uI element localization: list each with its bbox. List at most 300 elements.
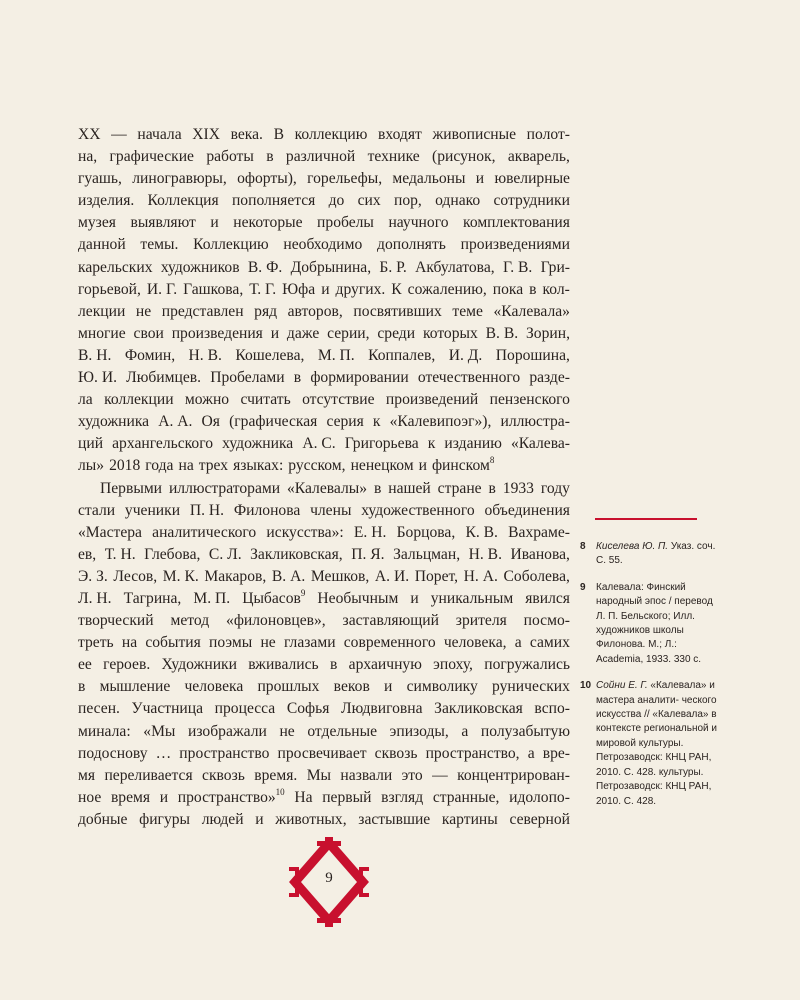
text-line xyxy=(78,257,570,279)
word: ций xyxy=(78,435,104,453)
word: произведений xyxy=(385,391,479,409)
word: гуашь, xyxy=(78,170,122,188)
word: изданию xyxy=(444,435,502,453)
word: в xyxy=(293,369,302,387)
word: Фомин, xyxy=(124,346,176,364)
word: серии, xyxy=(327,324,370,342)
word: на, xyxy=(78,148,98,166)
word: пространство, xyxy=(425,744,520,762)
text-line xyxy=(78,632,570,654)
word: В. Н. xyxy=(78,346,112,364)
word: Вахраме- xyxy=(508,523,570,541)
word: 1933 xyxy=(502,479,534,497)
word: произведения xyxy=(171,324,263,342)
word: русском, xyxy=(288,457,346,475)
word: XIX xyxy=(192,126,220,143)
word: медальоны xyxy=(392,170,466,188)
word: зрителя xyxy=(455,612,507,630)
word: художника xyxy=(78,413,150,431)
text-line xyxy=(78,544,570,566)
word: назвали xyxy=(340,766,393,784)
word: художника xyxy=(222,435,294,453)
word: Добрынина, xyxy=(290,258,372,276)
word: к xyxy=(427,435,436,453)
word: в xyxy=(329,656,338,674)
word: глазами xyxy=(283,634,336,652)
word: музея xyxy=(78,214,116,232)
word: на xyxy=(178,457,194,475)
footnote xyxy=(580,540,720,569)
word: языках: xyxy=(233,457,284,475)
text-line xyxy=(78,168,570,190)
word: и xyxy=(321,280,330,298)
word: Лесов, xyxy=(113,567,158,585)
text-line xyxy=(78,455,570,477)
word: прошлых xyxy=(257,678,320,696)
footnote-citation: «Калевала» и мастера аналити- ческого искусства // «Калевала» в контексте региональной и мировой культуры. Петрозаводск: КНЦ РАН, 2010. С. 428. культуры. Петрозаводск: КНЦ РАН, 2010. С. 428. xyxy=(596,680,717,807)
word: Ю. И. xyxy=(78,369,117,387)
word: «Калевала» xyxy=(493,302,570,320)
word: добные xyxy=(78,810,128,828)
word: В. В. xyxy=(485,324,519,342)
word: данной xyxy=(78,236,126,254)
text-line xyxy=(78,212,570,234)
word: Борцова, xyxy=(396,523,456,541)
text-line xyxy=(78,367,570,389)
word: заставляющий xyxy=(342,612,439,630)
word: кол- xyxy=(542,280,570,298)
word: а xyxy=(514,634,522,652)
word: стране xyxy=(437,479,482,497)
footnote-ref: 9 xyxy=(300,587,306,598)
word: объединения xyxy=(484,501,570,519)
word: в xyxy=(488,479,496,497)
word: Зальцман, xyxy=(393,545,461,563)
word: коллекции xyxy=(104,391,174,409)
text-line xyxy=(78,566,570,588)
word: ряд xyxy=(254,302,278,320)
word: Гашкова, xyxy=(183,280,244,298)
word: Т. Г. xyxy=(249,280,277,298)
word: и xyxy=(384,678,393,696)
footnote-text xyxy=(596,679,720,809)
word: акварель, xyxy=(507,148,570,166)
text-line xyxy=(78,433,570,455)
word: считать xyxy=(240,391,291,409)
word: в xyxy=(373,479,382,497)
word: В. Ф. xyxy=(247,258,283,276)
text-line xyxy=(78,478,570,500)
word: самих xyxy=(529,634,570,652)
word: «Мастера xyxy=(78,523,142,541)
word: «Калевалы» xyxy=(287,479,368,497)
word: можно xyxy=(184,391,230,409)
word: Л. Н. xyxy=(78,589,112,607)
word: не xyxy=(135,302,152,320)
footnote-number: 9 xyxy=(580,581,586,593)
word: ее xyxy=(78,656,92,674)
text-line xyxy=(78,279,570,301)
word: Макаров, xyxy=(204,567,267,585)
word: «Мы xyxy=(143,722,176,740)
word: С. Л. xyxy=(208,545,242,563)
footnote-author: Сойни Е. Г. xyxy=(596,680,648,692)
word: Мешков, xyxy=(310,567,370,585)
word: ев, xyxy=(78,545,97,563)
word: темы. xyxy=(140,236,179,254)
word: различной xyxy=(285,148,356,166)
word: поэмы xyxy=(209,634,253,652)
word: Мы xyxy=(306,766,332,784)
word: трех xyxy=(198,457,229,475)
word: события xyxy=(145,634,201,652)
word-with-ref xyxy=(432,455,494,477)
word: и xyxy=(418,457,427,475)
word: рунических xyxy=(492,678,570,696)
word: Б. Р. xyxy=(379,258,407,276)
word: Цыбасов xyxy=(242,589,301,607)
word: до xyxy=(328,192,345,210)
word: А. С. xyxy=(302,435,336,453)
word: — xyxy=(111,126,127,143)
footnote-number: 8 xyxy=(580,541,586,552)
word: работы xyxy=(206,148,254,166)
word: полузабытую xyxy=(480,722,570,740)
word: — xyxy=(432,766,448,784)
word: на xyxy=(121,634,138,652)
word: застывшие xyxy=(358,810,431,828)
word: а xyxy=(461,722,469,740)
word: полот- xyxy=(526,126,570,143)
word: Людвиговна xyxy=(341,700,423,718)
word: Григорьева xyxy=(344,435,419,453)
word: сотрудники xyxy=(493,192,570,210)
word: и xyxy=(270,324,280,342)
word: мя xyxy=(78,766,96,784)
word: В xyxy=(273,126,284,143)
word: к xyxy=(372,413,381,431)
word: это xyxy=(401,766,423,784)
word: Участница xyxy=(131,700,204,718)
word: пополняется xyxy=(231,192,316,210)
word: Порошина, xyxy=(495,346,570,364)
word-with-ref xyxy=(178,787,285,809)
word: пространство xyxy=(179,744,270,762)
word: художественного xyxy=(361,501,475,519)
text-line xyxy=(78,765,570,787)
footnote-number: 10 xyxy=(580,680,592,692)
footnote-citation: Калевала: Финский народный эпос / перевод Л. П. Бельского; Илл. художников школы Филонова. М.; Л.: Academia, 1933. 330 с. xyxy=(596,581,713,665)
text-line xyxy=(78,721,570,743)
word: году xyxy=(540,479,570,497)
word: … xyxy=(155,744,172,762)
text-line xyxy=(78,146,570,168)
word: нашей xyxy=(388,479,431,497)
word: сих xyxy=(357,192,381,210)
text-line xyxy=(78,234,570,256)
word: Э. З. xyxy=(78,567,108,585)
word: просвечивает xyxy=(277,744,367,762)
word: И. Г. xyxy=(146,280,178,298)
word: переливается xyxy=(104,766,193,784)
word: Оя xyxy=(201,413,220,431)
word: начала xyxy=(137,126,182,143)
footnote-author: Киселева Ю. П. xyxy=(596,541,669,552)
word: архаичную xyxy=(348,656,422,674)
word: отсутствие xyxy=(302,391,375,409)
text-line xyxy=(78,787,570,809)
word: эпоху, xyxy=(433,656,473,674)
word: художников xyxy=(160,258,240,276)
text-line xyxy=(78,411,570,433)
word: архангельского xyxy=(112,435,214,453)
word: иллюстраторами xyxy=(168,479,281,497)
word: Коппалев, xyxy=(368,346,436,364)
word: героев. xyxy=(103,656,151,674)
word: Софья xyxy=(286,700,330,718)
text-line xyxy=(78,500,570,522)
word: аналитического xyxy=(152,523,257,541)
word: пространство» xyxy=(177,788,276,806)
word: горьевой, xyxy=(78,280,141,298)
footnote xyxy=(580,679,720,809)
word: Кошелева, xyxy=(235,346,305,364)
word: Гри- xyxy=(540,258,570,276)
word: и xyxy=(475,170,485,188)
word: разде- xyxy=(529,369,570,387)
word: Н. В. xyxy=(188,346,222,364)
footnote-divider xyxy=(595,518,697,520)
word: сквозь xyxy=(202,766,245,784)
word: метод xyxy=(170,612,210,630)
word: На xyxy=(294,788,313,806)
word: серия xyxy=(326,413,364,431)
word: Пробелами xyxy=(210,369,285,387)
word: треть xyxy=(78,634,114,652)
word: первый xyxy=(322,788,372,806)
word: странные, xyxy=(432,788,500,806)
word: в xyxy=(78,678,86,696)
word: Коллекцию xyxy=(193,236,269,254)
word: искусства»: xyxy=(266,523,344,541)
word: вживались xyxy=(248,656,319,674)
text-line xyxy=(78,809,570,831)
word: карельских xyxy=(78,258,153,276)
word: «филоновцев», xyxy=(226,612,326,630)
word: отдельные xyxy=(307,722,378,740)
word: Необычным xyxy=(317,589,399,607)
word: идолопо- xyxy=(509,788,570,806)
text-line xyxy=(78,124,570,146)
word: животных, xyxy=(275,810,347,828)
word: явился xyxy=(525,589,570,607)
word: уникальным xyxy=(430,589,514,607)
word: Художники xyxy=(161,656,237,674)
text-line xyxy=(78,588,570,610)
word: и xyxy=(255,810,264,828)
text-line xyxy=(78,323,570,345)
text-line xyxy=(78,301,570,323)
word: ювелирные xyxy=(494,170,570,188)
word: лы» xyxy=(78,457,105,475)
word: лекции xyxy=(78,302,126,320)
word: дополнять xyxy=(377,236,446,254)
word: Г. В. xyxy=(502,258,533,276)
text-line xyxy=(78,190,570,212)
word: А. И. xyxy=(374,567,410,585)
word: В. А. xyxy=(271,567,306,585)
word: минала: xyxy=(78,722,131,740)
word: Т. Н. xyxy=(104,545,136,563)
word: человека xyxy=(184,678,244,696)
word: Филонова xyxy=(233,501,301,519)
word: северной xyxy=(509,810,570,828)
word: некоторые xyxy=(233,214,303,232)
word: свои xyxy=(133,324,164,342)
word: взгляд xyxy=(381,788,424,806)
text-line xyxy=(78,654,570,676)
word: пробелы xyxy=(317,214,374,232)
word: члены xyxy=(310,501,352,519)
footnote-ref: 8 xyxy=(489,455,495,466)
main-text xyxy=(78,124,570,831)
word: И. Д. xyxy=(448,346,483,364)
footnote-ref: 10 xyxy=(275,786,285,797)
word: не xyxy=(279,722,295,740)
word: многие xyxy=(78,324,126,342)
word: М. П. xyxy=(193,589,231,607)
word: Е. Н. xyxy=(353,523,387,541)
page-number: 9 xyxy=(325,870,333,886)
word: Закликовская, xyxy=(250,545,343,563)
word: ненецком xyxy=(350,457,414,475)
word: года xyxy=(145,457,174,475)
word: представлен xyxy=(161,302,244,320)
word: М. К. xyxy=(162,567,199,585)
word: века. xyxy=(230,126,263,143)
word: стали xyxy=(78,501,116,519)
word: (графическая xyxy=(229,413,318,431)
word: Акбулатова, xyxy=(415,258,495,276)
word: мышление xyxy=(99,678,171,696)
word: вре- xyxy=(542,744,570,762)
text-line xyxy=(78,698,570,720)
word: посвятивших xyxy=(353,302,442,320)
text-line xyxy=(78,676,570,698)
footnote-citation: Указ. соч. С. 55. xyxy=(596,541,716,567)
footnote-text xyxy=(596,540,720,569)
word: посмо- xyxy=(523,612,570,630)
word: офорты), xyxy=(237,170,297,188)
text-line xyxy=(78,522,570,544)
word: теме xyxy=(452,302,483,320)
word: изделия. xyxy=(78,192,135,210)
word: коллекцию xyxy=(294,126,368,143)
word: М. П. xyxy=(317,346,355,364)
word: авторов, xyxy=(287,302,343,320)
footnotes xyxy=(580,540,720,821)
word: произведениями xyxy=(460,236,570,254)
word: творческий xyxy=(78,612,154,630)
word: П. Н. xyxy=(189,501,225,519)
word: финском xyxy=(431,457,490,475)
word: символику xyxy=(406,678,478,696)
text-line xyxy=(78,389,570,411)
word: научного xyxy=(388,214,449,232)
word: отечественного xyxy=(417,369,521,387)
word: в xyxy=(266,148,274,166)
word: вспо- xyxy=(534,700,570,718)
word: людей xyxy=(201,810,244,828)
word: песен. xyxy=(78,700,120,718)
word: графические xyxy=(109,148,194,166)
word: технике xyxy=(367,148,420,166)
word: живописные xyxy=(432,126,517,143)
word: комплектования xyxy=(463,214,570,232)
text-line xyxy=(78,743,570,765)
word: сквозь xyxy=(374,744,418,762)
word: горельефы, xyxy=(307,170,383,188)
word: веков xyxy=(333,678,370,696)
word: входят xyxy=(378,126,422,143)
footnote xyxy=(580,581,720,667)
word: К xyxy=(391,280,402,298)
word: даже xyxy=(286,324,320,342)
word: изображали xyxy=(188,722,267,740)
word: ученики xyxy=(124,501,181,519)
word: Порет, xyxy=(414,567,459,585)
word: Глебова, xyxy=(144,545,201,563)
word: которых xyxy=(422,324,478,342)
word: Закликовская xyxy=(434,700,523,718)
text-line xyxy=(78,345,570,367)
word: ное xyxy=(78,788,102,806)
word: и xyxy=(159,788,169,806)
word: иллюстра- xyxy=(500,413,570,431)
word: Зорин, xyxy=(525,324,570,342)
word: Н. А. xyxy=(463,567,498,585)
word: картины xyxy=(441,810,498,828)
word: «Калевипоэг»), xyxy=(389,413,492,431)
word: время xyxy=(110,788,151,806)
word: среди xyxy=(377,324,416,342)
word: пензенского xyxy=(489,391,570,409)
word: А. А. xyxy=(158,413,193,431)
word: К. В. xyxy=(465,523,498,541)
word: Коллекция xyxy=(147,192,219,210)
word: пока xyxy=(492,280,524,298)
word: Первыми xyxy=(100,479,163,497)
word: П. Я. xyxy=(351,545,385,563)
word: формировании xyxy=(310,369,409,387)
word: Иванова, xyxy=(510,545,570,563)
word: однако xyxy=(435,192,481,210)
word: и xyxy=(410,589,419,607)
word: Юфа xyxy=(282,280,316,298)
word: и xyxy=(210,214,219,232)
word: эпизоды, xyxy=(389,722,449,740)
word: а xyxy=(527,744,535,762)
footnote-text xyxy=(596,581,720,667)
word: необходимо xyxy=(283,236,363,254)
word: Соболева, xyxy=(503,567,570,585)
word: «Калева- xyxy=(510,435,570,453)
text-line xyxy=(78,610,570,632)
word: ла xyxy=(78,391,93,409)
word: Тагрина, xyxy=(123,589,182,607)
word: сожалению, xyxy=(407,280,487,298)
word: других. xyxy=(335,280,386,298)
